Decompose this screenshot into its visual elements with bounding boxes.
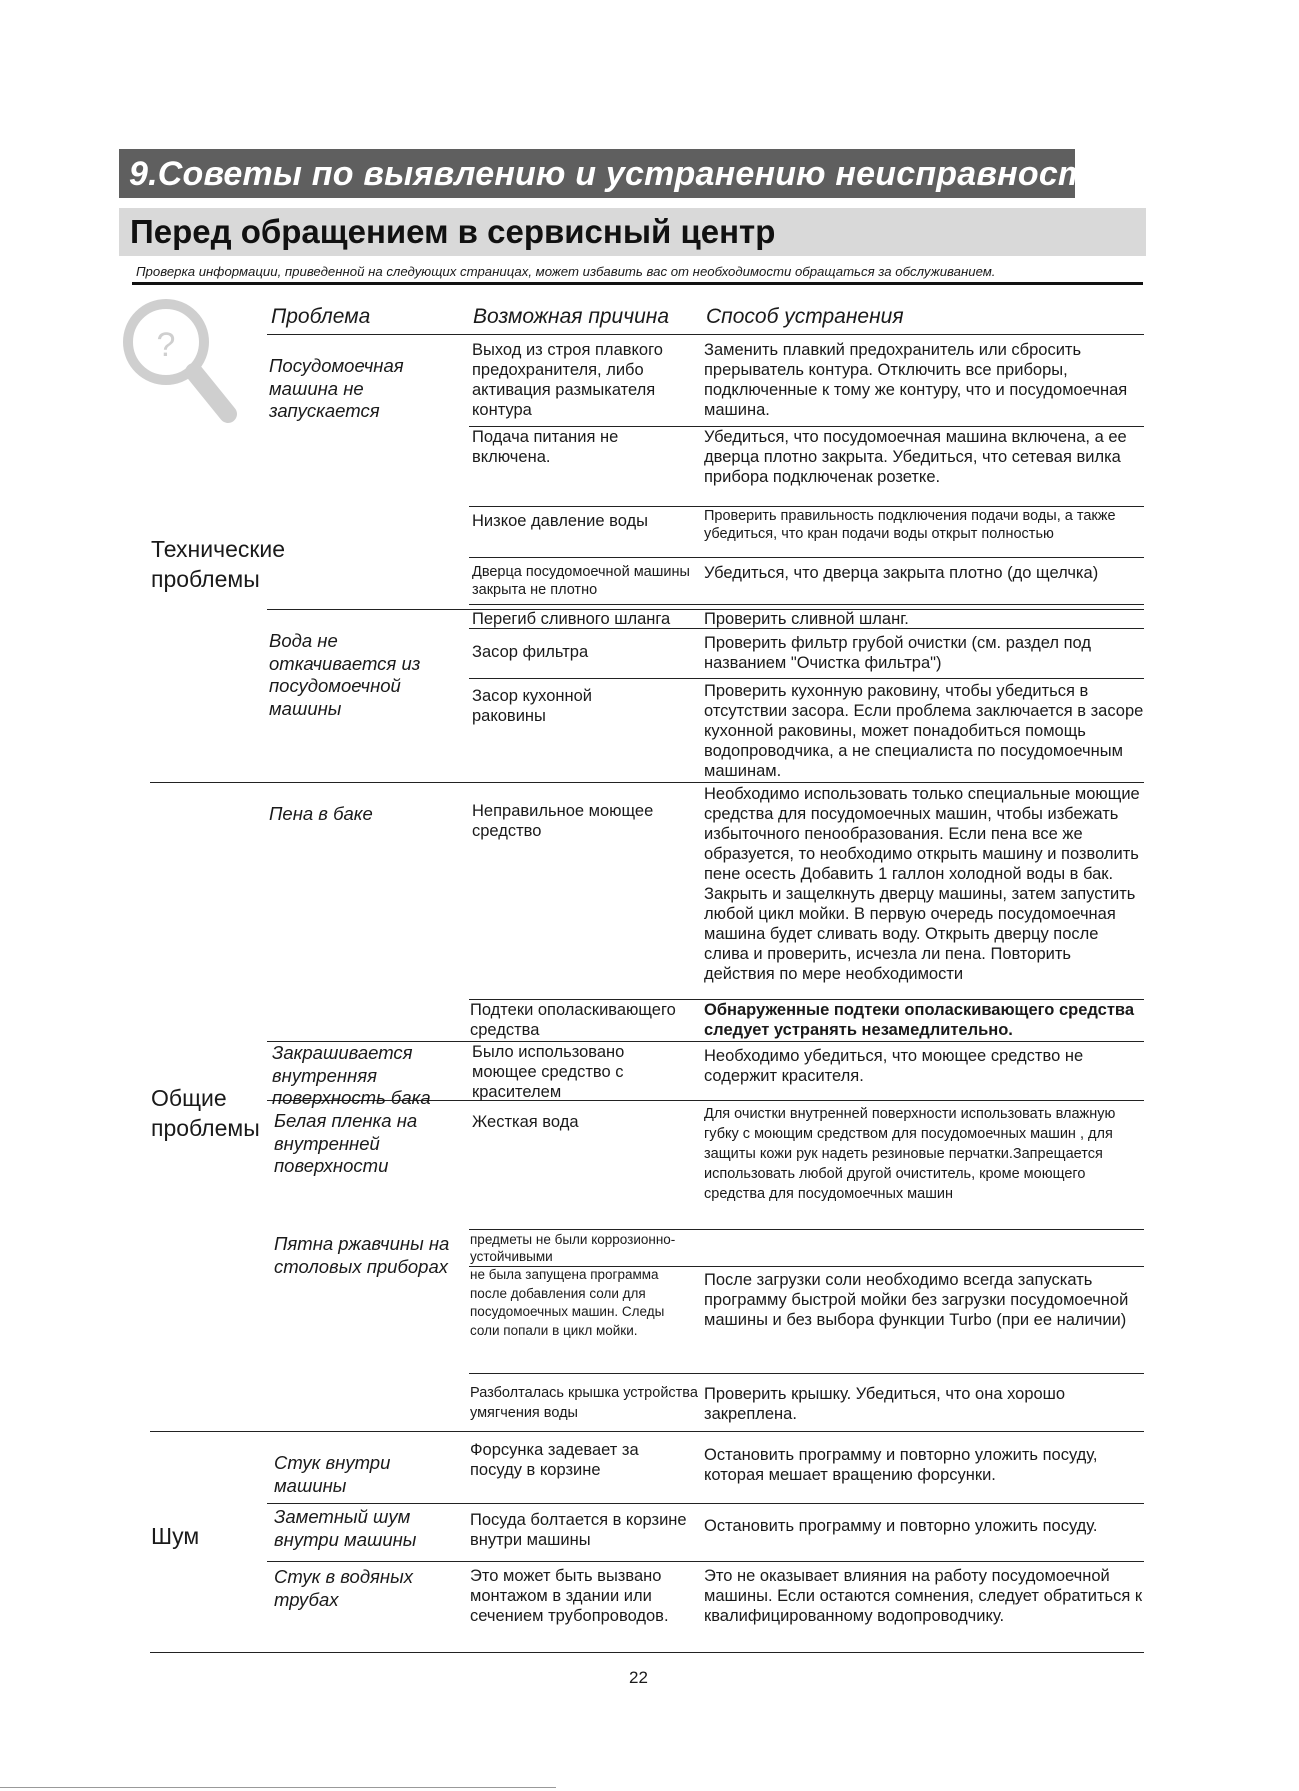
problem-not-starting: Посудомоечная машина не запускается — [269, 355, 404, 421]
cause-hard-water: Жесткая вода — [472, 1113, 579, 1131]
row-rule — [267, 1561, 1144, 1562]
page-number: 22 — [629, 1668, 648, 1687]
header-rule — [267, 334, 1144, 335]
row-rule — [469, 678, 1144, 679]
cause-hose-kink: Перегиб сливного шланга — [472, 610, 671, 628]
section-title: Перед обращением в сервисный центр — [130, 213, 776, 250]
category-noise: Шум — [151, 1523, 200, 1549]
problem-rust-spots: Пятна ржавчины на столовых приборах — [274, 1233, 450, 1277]
solution-rinse-spill: Обнаруженные подтеки ополаскивающего средства следует устранять незамедлительно. — [704, 1001, 1134, 1039]
solution-wrong-detergent: Необходимо использовать только специальные моющие средства для посудомоечных машин, чтобы избежать избыточного пенообразования. Если пена все же образуется, то необходимо открыть машину и позволить пене осесть Добавить 1 галлон холодной воды в бак. Закрыть и защелкнуть дверцу машины, затем запустить любой цикл мойки. В первую очередь посудомоечная машина будет сливать воду. Открыть дверцу после слива и проверить, исчезла ли пена. Повторить действия по мере необходимости — [704, 785, 1140, 983]
table-bottom-rule — [150, 1652, 1144, 1653]
solution-hose-kink: Проверить сливной шланг. — [704, 610, 909, 628]
problem-foam: Пена в баке — [269, 803, 373, 824]
row-rule — [267, 1503, 1144, 1504]
solution-spray-arm: Остановить программу и повторно уложить посуду, которая мешает вращению форсунки. — [704, 1446, 1098, 1484]
solution-power-off: Убедиться, что посудомоечная машина включена, а ее дверца плотно закрыта. Убедиться, что сетевая вилка прибора подключенак розетке. — [704, 428, 1127, 486]
header-problem: Проблема — [271, 305, 371, 328]
solution-hard-water: Для очистки внутренней поверхности использовать влажную губку с моющим средством для посудомоечных машин , для защиты кожи рук надеть резиновые перчатки.Запрещается использовать любой другой очиститель, кроме моющего средства для посудомоечных машин — [704, 1106, 1116, 1202]
question-mark: ? — [156, 326, 176, 364]
problem-stained-tub: Закрашивается внутренняя поверхность бака — [272, 1042, 431, 1108]
cause-dye-detergent: Было использовано моющее средство с красителем — [472, 1043, 625, 1101]
row-rule — [469, 1373, 1144, 1374]
solution-program-not-run: После загрузки соли необходимо всегда запускать программу быстрой мойки без загрузки посудомоечной машины и без выбора функции Turbo (при ее наличии) — [704, 1271, 1129, 1329]
intro-divider — [132, 282, 1143, 285]
solution-dye-detergent: Необходимо убедиться, что моющее средство не содержит красителя. — [704, 1047, 1084, 1085]
cause-program-not-run: не была запущена программа после добавления соли для посудомоечных машин. Следы соли попали в цикл мойки. — [470, 1267, 665, 1338]
row-rule — [469, 604, 1144, 605]
cause-sink-clog: Засор кухонной раковины — [472, 687, 593, 725]
problem-noise: Заметный шум внутри машины — [274, 1506, 417, 1550]
cause-spray-arm: Форсунка задевает за посуду в корзине — [470, 1441, 639, 1479]
cause-fuse: Выход из строя плавкого предохранителя, либо активация размыкателя контура — [472, 341, 663, 419]
problem-knocking: Стук внутри машины — [274, 1452, 391, 1496]
problem-not-draining: Вода не откачивается из посудомоечной машины — [269, 630, 421, 719]
header-solution: Способ устранения — [706, 305, 904, 328]
section-rule — [150, 1431, 1144, 1432]
cause-plumbing: Это может быть вызвано монтажом в здании или сечением трубопроводов. — [470, 1567, 669, 1625]
solution-fuse: Заменить плавкий предохранитель или сбросить прерыватель контура. Отключить все приборы, подключенные к тому же контуру, что и посудомоечная машина. — [704, 341, 1128, 419]
solution-plumbing: Это не оказывает влияния на работу посудомоечной машины. Если остаются сомнения, следует обратиться к квалифицированному водопроводчику. — [704, 1567, 1143, 1625]
cause-door-open: Дверца посудомоечной машины закрыта не плотно — [472, 564, 690, 598]
cause-loose-cap: Разболталась крышка устройства умягчения воды — [470, 1385, 698, 1421]
solution-dishes-rattle: Остановить программу и повторно уложить посуду. — [704, 1517, 1098, 1535]
cause-power-off: Подача питания не включена. — [472, 428, 619, 466]
problem-pipe-knock: Стук в водяных трубах — [274, 1566, 413, 1610]
cause-low-pressure: Низкое давление воды — [472, 512, 649, 530]
solution-filter-clog: Проверить фильтр грубой очистки (см. раздел под названием "Очистка фильтра") — [704, 634, 1091, 672]
cause-not-corrosion-resistant: предметы не были коррозионно-устойчивыми — [470, 1232, 676, 1264]
solution-sink-clog: Проверить кухонную раковину, чтобы убедиться в отсутствии засора. Если проблема заключается в засоре кухонной раковины, может понадобиться помощь водопроводчика, а не специалиста по посудомоечным машинам. — [704, 682, 1144, 780]
solution-door-open: Убедиться, что дверца закрыта плотно (до щелчка) — [704, 564, 1099, 582]
chapter-title: 9.Советы по выявлению и устранению неисправностей — [129, 155, 1128, 193]
intro-text: Проверка информации, приведенной на следующих страницах, может избавить вас от необходимости обращаться за обслуживанием. — [136, 264, 996, 279]
bottom-divider — [0, 1787, 556, 1788]
cause-wrong-detergent: Неправильное моющее средство — [472, 802, 654, 840]
cause-filter-clog: Засор фильтра — [472, 643, 589, 661]
magnifier-question-icon — [120, 296, 240, 424]
cause-dishes-rattle: Посуда болтается в корзине внутри машины — [470, 1511, 687, 1549]
solution-low-pressure: Проверить правильность подключения подачи воды, а также убедиться, что кран подачи воды открыт полностью — [704, 508, 1116, 542]
cause-rinse-spill: Подтеки ополаскивающего средства — [470, 1001, 676, 1039]
problem-white-film: Белая пленка на внутренней поверхности — [274, 1110, 418, 1176]
category-technical: Технические проблемы — [151, 536, 286, 592]
header-cause: Возможная причина — [473, 305, 670, 328]
solution-loose-cap: Проверить крышку. Убедиться, что она хорошо закреплена. — [704, 1385, 1066, 1423]
category-general: Общие проблемы — [151, 1085, 260, 1141]
row-rule — [469, 557, 1144, 558]
